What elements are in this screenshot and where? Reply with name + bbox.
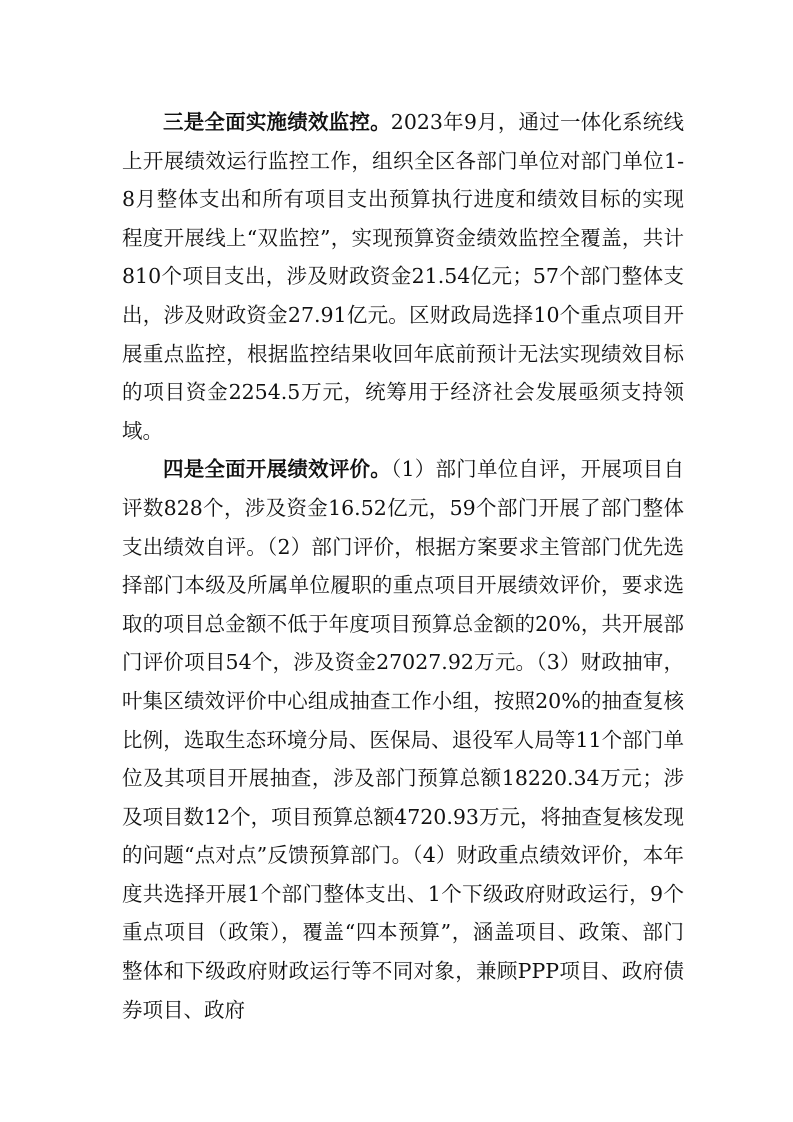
paragraph-heading: 四是全面开展绩效评价。: [163, 457, 392, 482]
paragraph-text: 2023年9月，通过一体化系统线上开展绩效运行监控工作，组织全区各部门单位对部门单位1-8月整体支出和所有项目支出预算执行进度和绩效目标的实现程度开展线上“双监控”，实现预算资金绩效监控全覆盖，共计810个项目支出，涉及财政资金21.54亿元；57个部门整体支出，涉及财政资金27.91亿元。区财政局选择10个重点项目开展重点监控，根据监控结果收回年底前预计无法实现绩效目标的项目资金2254.5万元，统筹用于经济社会发展亟须支持领域。: [122, 110, 685, 443]
paragraph-performance-evaluation: [122, 450, 684, 1029]
paragraph-heading: 三是全面实施绩效监控。: [163, 110, 391, 134]
paragraph-performance-monitoring: [122, 103, 684, 450]
paragraph-text: （1）部门单位自评，开展项目自评数828个，涉及资金16.52亿元，59个部门开展了部门整体支出绩效自评。（2）部门评价，根据方案要求主管部门优先选择部门本级及所属单位履职的重点项目开展绩效评价，要求选取的项目总金额不低于年度项目预算总金额的20%，共开展部门评价项目54个，涉及资金27027.92万元。（3）财政抽审，叶集区绩效评价中心组成抽查工作小组，按照20%的抽查复核比例，选取生态环境分局、医保局、退役军人局等11个部门单位及其项目开展抽查，涉及部门预算总额18220.34万元；涉及项目数12个，项目预算总额4720.93万元，将抽查复核发现的问题“点对点”反馈预算部门。（4）财政重点绩效评价，本年度共选择开展1个部门整体支出、1个下级政府财政运行，9个重点项目（政策），覆盖“四本预算”，涵盖项目、政策、部门整体和下级政府财政运行等不同对象，兼顾PPP项目、政府债券项目、政府: [122, 457, 685, 1022]
document-body: [122, 103, 684, 1029]
